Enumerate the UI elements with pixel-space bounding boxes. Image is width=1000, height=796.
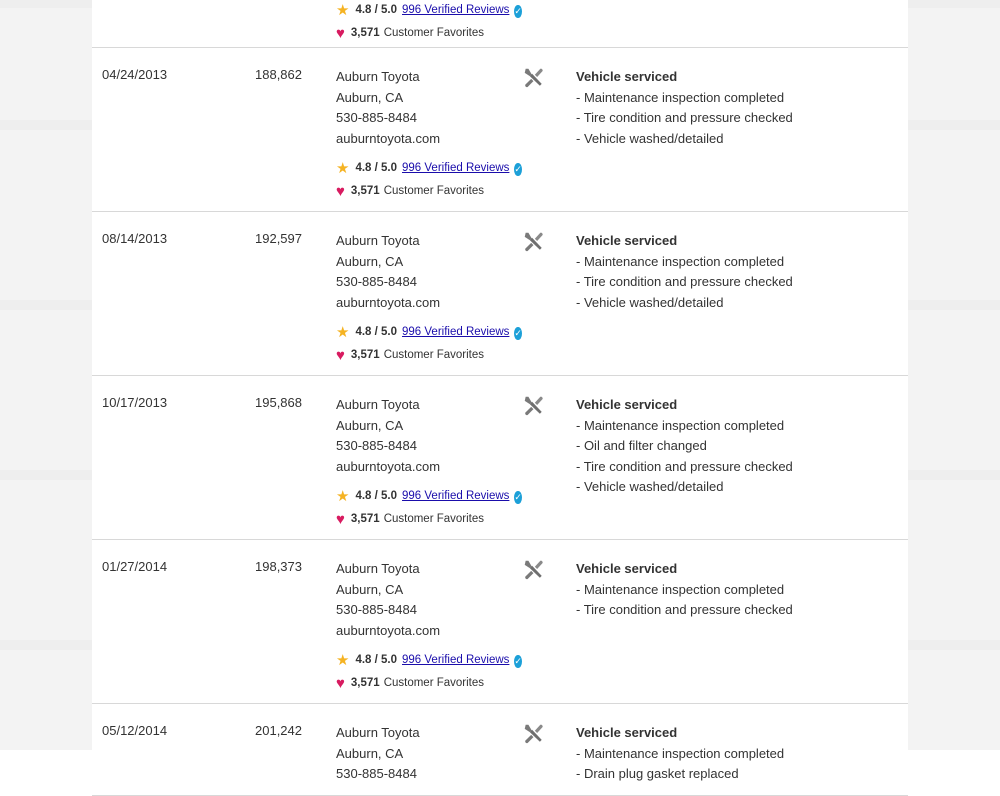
service-icon-cell: [516, 60, 576, 201]
detail-item: - Maintenance inspection completed: [576, 745, 785, 761]
heart-icon: ♥: [336, 346, 345, 364]
source-website: auburntoyota.com: [336, 622, 441, 638]
record-source: [304, 0, 522, 42]
wrench-screwdriver-icon: [522, 66, 576, 88]
favorites-label: Customer Favorites: [383, 185, 485, 197]
favorites-row: [336, 509, 516, 529]
favorites-row: [336, 23, 516, 43]
source-city: Auburn, CA: [336, 89, 404, 105]
heart-icon: ♥: [336, 24, 345, 42]
verified-check-icon: ✓: [514, 5, 522, 16]
favorites-label: Customer Favorites: [383, 349, 485, 361]
detail-title: Vehicle serviced: [576, 725, 678, 740]
record-detail: [576, 60, 908, 201]
star-icon: ★: [336, 487, 350, 505]
rating-row: [336, 0, 522, 20]
record-date: 10/17/2013: [102, 395, 168, 410]
favorites-label: Customer Favorites: [383, 513, 485, 525]
rating-score: 4.8 / 5.0: [355, 162, 398, 174]
record-source: [304, 224, 522, 365]
rating-score: 4.8 / 5.0: [355, 4, 398, 16]
source-city: Auburn, CA: [336, 745, 404, 761]
wrench-screwdriver-icon: [522, 558, 576, 580]
table-row: [92, 376, 908, 540]
favorites-row: [336, 345, 516, 365]
rating-score: 4.8 / 5.0: [355, 654, 398, 666]
record-detail: [576, 388, 908, 529]
detail-title: Vehicle serviced: [576, 233, 678, 248]
verified-check-icon: ✓: [514, 655, 522, 666]
source-city: Auburn, CA: [336, 253, 404, 269]
favorites-row: [336, 181, 516, 201]
table-row: [92, 540, 908, 704]
detail-title: Vehicle serviced: [576, 561, 678, 576]
source-phone: 530-885-8484: [336, 110, 417, 125]
service-icon-cell: [516, 552, 576, 693]
detail-item: - Tire condition and pressure checked: [576, 458, 793, 474]
record-odometer: 195,868: [255, 395, 302, 410]
source-phone: 530-885-8484: [336, 274, 417, 289]
service-icon-cell: [516, 388, 576, 529]
page-background-right: [908, 0, 1000, 750]
source-city: Auburn, CA: [336, 417, 404, 433]
favorites-label: Customer Favorites: [383, 27, 485, 39]
record-odometer: 201,242: [255, 723, 302, 738]
record-date: 04/24/2013: [102, 67, 168, 82]
record-date: [92, 0, 212, 37]
star-icon: ★: [336, 651, 350, 669]
wrench-screwdriver-icon: [522, 394, 576, 416]
source-phone: 530-885-8484: [336, 438, 417, 453]
favorites-row: [336, 673, 516, 693]
page-background-left: [0, 0, 92, 750]
record-detail: [576, 224, 908, 365]
record-odometer: 192,597: [255, 231, 302, 246]
table-row: [92, 48, 908, 212]
record-source: [304, 552, 522, 693]
source-phone: 530-885-8484: [336, 766, 417, 781]
verified-reviews-link[interactable]: 996 Verified Reviews: [402, 326, 510, 338]
verified-reviews-link[interactable]: 996 Verified Reviews: [402, 490, 510, 502]
detail-item: - Maintenance inspection completed: [576, 89, 785, 105]
detail-title: Vehicle serviced: [576, 69, 678, 84]
rating-score: 4.8 / 5.0: [355, 490, 398, 502]
rating-row: [336, 158, 522, 178]
star-icon: ★: [336, 1, 350, 19]
rating-score: 4.8 / 5.0: [355, 326, 398, 338]
detail-item: - Vehicle washed/detailed: [576, 130, 724, 146]
source-website: auburntoyota.com: [336, 458, 441, 474]
verified-check-icon: ✓: [514, 163, 522, 174]
star-icon: ★: [336, 159, 350, 177]
source-name: Auburn Toyota: [336, 725, 420, 740]
detail-item: - Vehicle washed/detailed: [576, 479, 724, 494]
heart-icon: ♥: [336, 510, 345, 528]
detail-item: - Tire condition and pressure checked: [576, 110, 793, 125]
rating-row: [336, 322, 522, 342]
detail-title: Vehicle serviced: [576, 397, 678, 412]
source-name: Auburn Toyota: [336, 69, 420, 84]
record-source: [304, 388, 522, 529]
rating-row: [336, 486, 522, 506]
source-phone: 530-885-8484: [336, 602, 417, 617]
verified-reviews-link[interactable]: 996 Verified Reviews: [402, 162, 510, 174]
detail-item: - Tire condition and pressure checked: [576, 602, 793, 617]
record-odometer: 198,373: [255, 559, 302, 574]
favorites-count: 3,571: [350, 513, 380, 525]
verified-check-icon: ✓: [514, 327, 522, 338]
detail-item: - Maintenance inspection completed: [576, 253, 785, 269]
source-city: Auburn, CA: [336, 581, 404, 597]
detail-item: - Drain plug gasket replaced: [576, 766, 739, 781]
detail-item: - Maintenance inspection completed: [576, 581, 785, 597]
verified-reviews-link[interactable]: 996 Verified Reviews: [402, 654, 510, 666]
detail-item: - Tire condition and pressure checked: [576, 274, 793, 289]
heart-icon: ♥: [336, 674, 345, 692]
verified-check-icon: ✓: [514, 491, 522, 502]
favorites-count: 3,571: [350, 349, 380, 361]
favorites-count: 3,571: [350, 27, 380, 39]
favorites-label: Customer Favorites: [383, 677, 485, 689]
rating-row: [336, 650, 522, 670]
detail-item: - Vehicle washed/detailed: [576, 294, 724, 310]
source-website: auburntoyota.com: [336, 294, 441, 310]
record-detail: [576, 716, 908, 785]
source-website: auburntoyota.com: [336, 130, 441, 146]
record-detail: [576, 552, 908, 693]
record-source: [304, 716, 516, 785]
service-icon-cell: [516, 716, 576, 785]
record-date: 01/27/2014: [102, 559, 168, 574]
source-name: Auburn Toyota: [336, 561, 420, 576]
service-icon-cell: [516, 0, 576, 37]
record-date: 05/12/2014: [102, 723, 168, 738]
detail-item: - Maintenance inspection completed: [576, 417, 785, 433]
table-row: [92, 0, 908, 48]
source-name: Auburn Toyota: [336, 397, 420, 412]
service-icon-cell: [516, 224, 576, 365]
heart-icon: ♥: [336, 182, 345, 200]
service-history-table: [92, 0, 908, 781]
favorites-count: 3,571: [350, 677, 380, 689]
record-date: 08/14/2013: [102, 231, 168, 246]
wrench-screwdriver-icon: [522, 230, 576, 252]
detail-item: - Oil and filter changed: [576, 438, 707, 453]
source-name: Auburn Toyota: [336, 233, 420, 248]
wrench-screwdriver-icon: [522, 722, 576, 744]
verified-reviews-link[interactable]: 996 Verified Reviews: [402, 4, 510, 16]
record-detail: [576, 0, 908, 37]
table-row: [92, 212, 908, 376]
record-odometer: [212, 0, 304, 37]
record-odometer: 188,862: [255, 67, 302, 82]
star-icon: ★: [336, 323, 350, 341]
favorites-count: 3,571: [350, 185, 380, 197]
record-source: [304, 60, 522, 201]
